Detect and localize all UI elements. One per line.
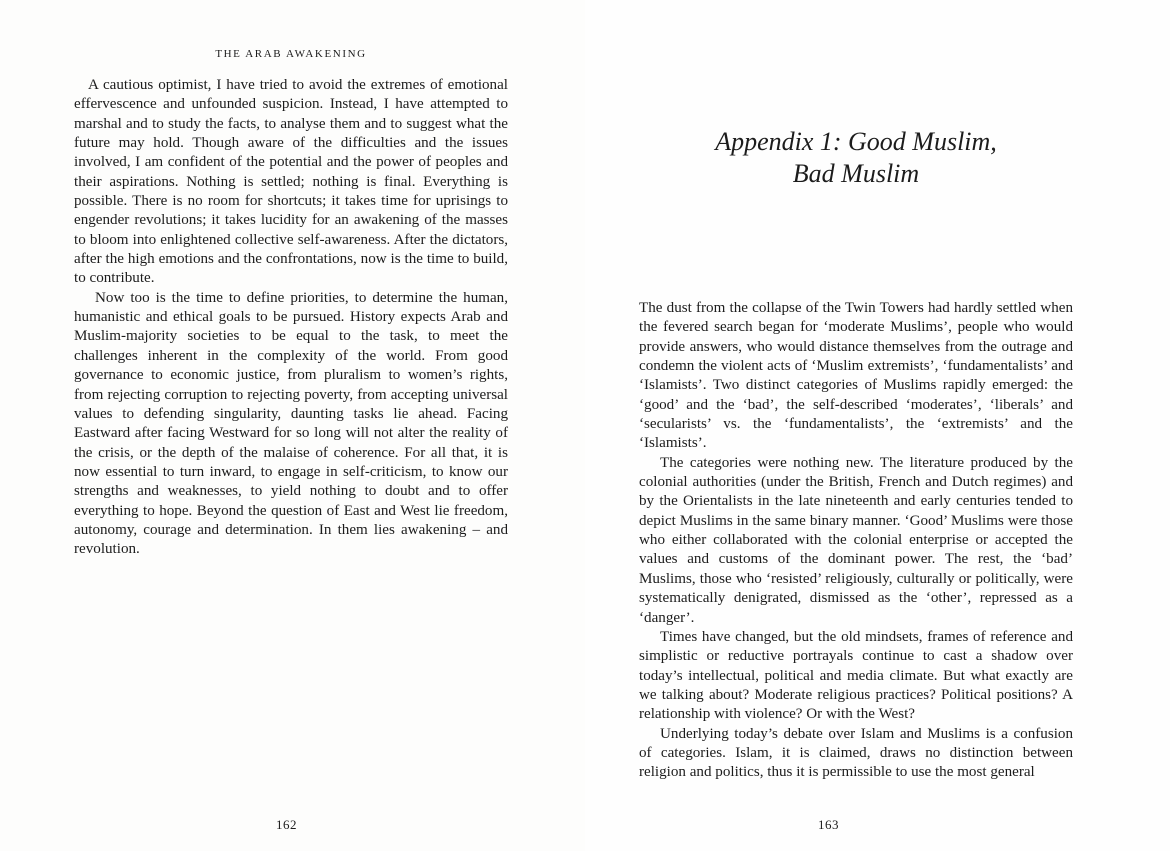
left-page-body (74, 76, 508, 560)
chapter-title (639, 126, 1073, 190)
page-number: 162 (276, 817, 297, 832)
paragraph: Underlying today’s debate over Islam and Muslims is a confusion of categories. Islam, it is claimed, draws no distinction between religion and politics, thus it is permissible to use the most general (639, 725, 1073, 781)
right-page (585, 0, 1170, 851)
paragraph: Times have changed, but the old mindsets, frames of reference and simplistic or reductive portrayals continue to cast a shadow over today’s intellectual, political and media climate. But what exactly are we talking about? Moderate religious practices? Political positions? A relationship with violence? Or with the West? (639, 628, 1073, 723)
right-page-body (639, 299, 1073, 783)
paragraph: Now too is the time to define priorities, to determine the human, humanistic and ethical goals to be pursued. History expects Arab and Muslim-majority societies to be equal to the task, to meet the challenges inherent in the complexity of the world. From good governance to economic justice, from pluralism to women’s rights, from rejecting corruption to rejecting poverty, from accepting universal values to defending singularity, daunting tasks lie ahead. Facing Eastward after facing Westward for so long will not alter the reality of the crisis, or the depth of the malaise of coherence. For all that, it is now essential to turn inward, to engage in self-criticism, to know our strengths and weaknesses, to yield nothing to doubt and to offer everything to hope. Beyond the question of East and West lie freedom, autonomy, courage and determination. In them lies awakening – and revolution. (74, 289, 508, 558)
paragraph: The categories were nothing new. The literature produced by the colonial authorities (under the British, French and Dutch regimes) and by the Orientalists in the late nineteenth and early centuries tended to depict Muslims in the same binary manner. ‘Good’ Muslims were those who either collaborated with the colonial enterprise or accepted the values and customs of the dominant power. The rest, the ‘bad’ Muslims, those who ‘resisted’ religiously, culturally or politically, were systematically denigrated, dismissed as the ‘other’, repressed as a ‘danger’. (639, 454, 1073, 626)
paragraph: The dust from the collapse of the Twin Towers had hardly settled when the fevered search began for ‘moderate Muslims’, people who would provide answers, who would distance themselves from the outrage and condemn the violent acts of ‘Muslim extremists’, ‘fundamentalists’ and ‘Islamists’. Two distinct categories of Muslims rapidly emerged: the ‘good’ and the ‘bad’, the self-described ‘moderates’, ‘liberals’ and ‘secularists’ vs. the ‘fundamentalists’, the ‘extremists’ and the ‘Islamists’. (639, 300, 1073, 452)
chapter-title-line: Bad Muslim (792, 159, 920, 188)
page-number: 163 (818, 817, 839, 832)
chapter-title-line: Appendix 1: Good Muslim, (715, 127, 997, 156)
running-head: THE ARAB AWAKENING (215, 48, 367, 60)
paragraph: A cautious optimist, I have tried to avoid the extremes of emotional effervescence and unfounded suspicion. Instead, I have attempted to marshal and to study the facts, to analyse them and to suggest what the future may hold. Though aware of the difficulties and the issues involved, I am confident of the potential and the power of peoples and their aspirations. Nothing is settled; nothing is final. Everything is possible. There is no room for shortcuts; it takes time for uprisings to engender revolutions; it takes lucidity for an awakening of the masses to bloom into enlightened collective self-awareness. After the dictators, after the high emotions and the confrontations, now is the time to build, to contribute. (74, 77, 508, 287)
